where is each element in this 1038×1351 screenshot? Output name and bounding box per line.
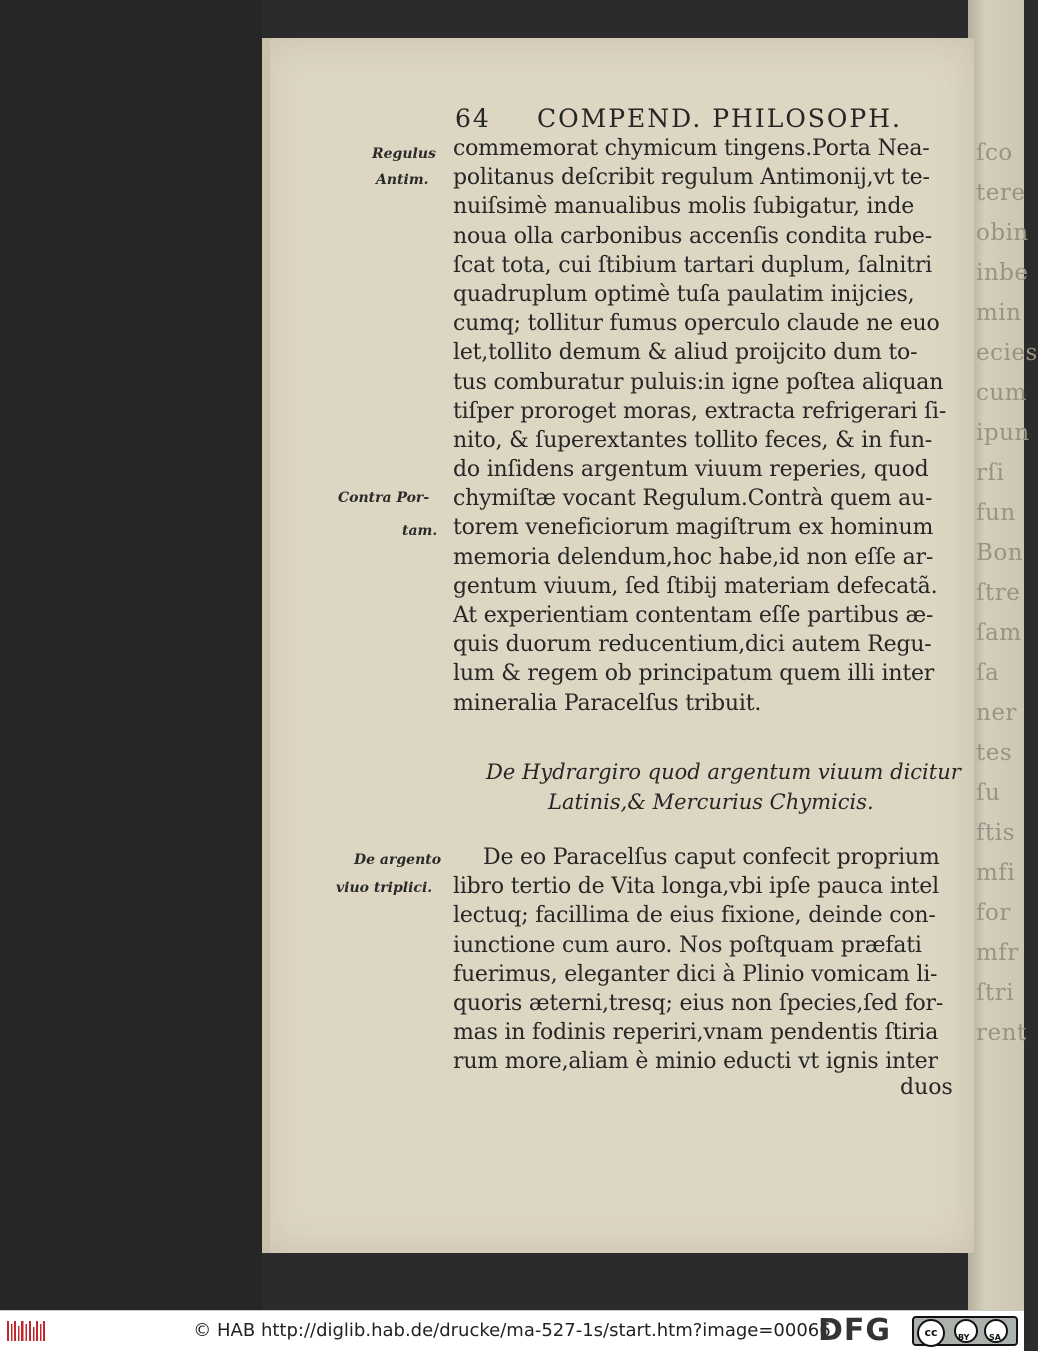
facing-page-fragment: ſa — [976, 660, 1000, 686]
text-line: gentum viuum, ſed ſtibij materiam defecatã. — [453, 573, 938, 599]
page-number: 64 — [455, 104, 491, 133]
section-heading-line-2: Latinis,& Mercurius Chymicis. — [548, 790, 874, 814]
marginal-note-contra-1: Contra Por- — [338, 490, 430, 506]
facing-page-fragment: Bon — [976, 540, 1024, 566]
text-line: quis duorum reducentium,dici autem Regu- — [453, 632, 932, 658]
text-line: quadruplum optimè tuſa paulatim inijcies, — [453, 281, 915, 307]
cc-by-label: BY — [958, 1333, 970, 1342]
facing-page-fragment: for — [976, 900, 1011, 926]
text-line: At experientiam contentam eſſe partibus æ- — [453, 603, 934, 628]
text-line: ſcat tota, cui ſtibium tartari duplum, ſalnitri — [453, 252, 932, 278]
text-line: nito, & ſuperextantes tollito feces, & in fun- — [453, 427, 933, 453]
footer-bar — [0, 1310, 1024, 1351]
text-line: cumq; tollitur fumus operculo claude ne euo — [453, 311, 940, 337]
text-line: libro tertio de Vita longa,vbi ipſe pauca intel — [453, 874, 939, 900]
copyright-url[interactable]: © HAB http://diglib.hab.de/drucke/ma-527-1s/start.htm?image=00066 — [193, 1320, 831, 1341]
text-line: torem veneficiorum magiſtrum ex hominum — [453, 515, 934, 541]
text-line: lum & regem ob principatum quem illi inter — [453, 661, 935, 687]
facing-page-fragment: ecies — [976, 340, 1038, 366]
facing-page-fragment: ſtri — [976, 980, 1015, 1006]
text-line: nuiſsimè manualibus molis ſubigatur, inde — [453, 194, 915, 220]
facing-page-fragment: ſco — [976, 140, 1013, 166]
text-line: commemorat chymicum tingens.Porta Nea- — [453, 136, 930, 161]
text-line: rum more,aliam è minio educti vt ignis inter — [453, 1049, 938, 1075]
text-line: iunctione cum auro. Nos poſtquam præfati — [453, 932, 922, 958]
cc-sa-label: SA — [989, 1333, 1001, 1342]
facing-page-fragment: ſtre — [976, 580, 1021, 606]
facing-page-fragment: ftis — [976, 820, 1015, 846]
main-text-block — [453, 134, 946, 718]
marginal-note-argento-2: viuo triplici. — [336, 880, 433, 896]
text-line: mas in fodinis reperiri,vnam pendentis ſtiria — [453, 1020, 939, 1046]
text-line: tiſper proroget moras, extracta refrigerari ſi- — [453, 398, 947, 424]
facing-page-fragment: min — [976, 300, 1022, 326]
cc-icon: cc — [917, 1319, 945, 1347]
marginal-note-contra-2: tam. — [402, 523, 438, 539]
facing-page-fragment: cum — [976, 380, 1028, 406]
dfg-logo: DFG — [818, 1313, 892, 1348]
text-line: memoria delendum,hoc habe,id non eſſe ar- — [453, 544, 934, 570]
facing-page-fragment: fun — [976, 500, 1016, 526]
facing-page-fragment: tere — [976, 180, 1026, 206]
facing-page-fragment: ſam — [976, 620, 1022, 646]
facing-page-fragment: ipun — [976, 420, 1030, 446]
section-heading-line-1: De Hydrargiro quod argentum viuum dicitur — [486, 760, 961, 784]
dark-background — [0, 0, 262, 1310]
page-gutter-edge — [262, 38, 270, 1253]
facing-page-fragment: inbe — [976, 260, 1029, 286]
text-line: chymiſtæ vocant Regulum.Contrà quem au- — [453, 486, 933, 512]
catchword: duos — [900, 1075, 953, 1100]
facing-page-fragment: mfr — [976, 940, 1019, 966]
text-line: noua olla carbonibus accenſis condita rube- — [453, 223, 932, 249]
marginal-note-regulus-2: Antim. — [376, 172, 429, 188]
facing-page-fragment: rent — [976, 1020, 1027, 1046]
text-line: lectuq; facillima de eius fixione, deinde con- — [453, 903, 936, 929]
facing-page-fragment: mfi — [976, 860, 1016, 886]
facing-page-fragment: obin — [976, 220, 1029, 246]
facing-page-fragment: ner — [976, 700, 1017, 726]
running-title: COMPEND. PHILOSOPH. — [537, 104, 903, 133]
text-line: mineralia Paracelſus tribuit. — [453, 690, 762, 716]
text-line: De eo Paracelſus caput confecit proprium — [483, 845, 940, 870]
text-line: tus comburatur puluis:in igne poſtea aliquan — [453, 369, 944, 395]
text-line: politanus deſcribit regulum Antimonij,vt te- — [453, 165, 930, 191]
second-text-block — [453, 843, 943, 1077]
facing-page-fragment: ſu — [976, 780, 1001, 806]
text-line: quoris æterni,tresq; eius non ſpecies,ſed for- — [453, 990, 944, 1016]
facing-page-fragment: tes — [976, 740, 1013, 766]
marginal-note-regulus-1: Regulus — [372, 146, 436, 162]
marginal-note-argento-1: De argento — [354, 852, 442, 868]
text-line: fuerimus, eleganter dici à Plinio vomicam li- — [453, 961, 938, 987]
facing-page-fragment: rſi — [976, 460, 1005, 486]
text-line: let,tollito demum & aliud proijcito dum to- — [453, 340, 918, 366]
text-line: do inſidens argentum viuum reperies, quod — [453, 457, 929, 483]
cc-license-badge[interactable] — [912, 1316, 1018, 1346]
